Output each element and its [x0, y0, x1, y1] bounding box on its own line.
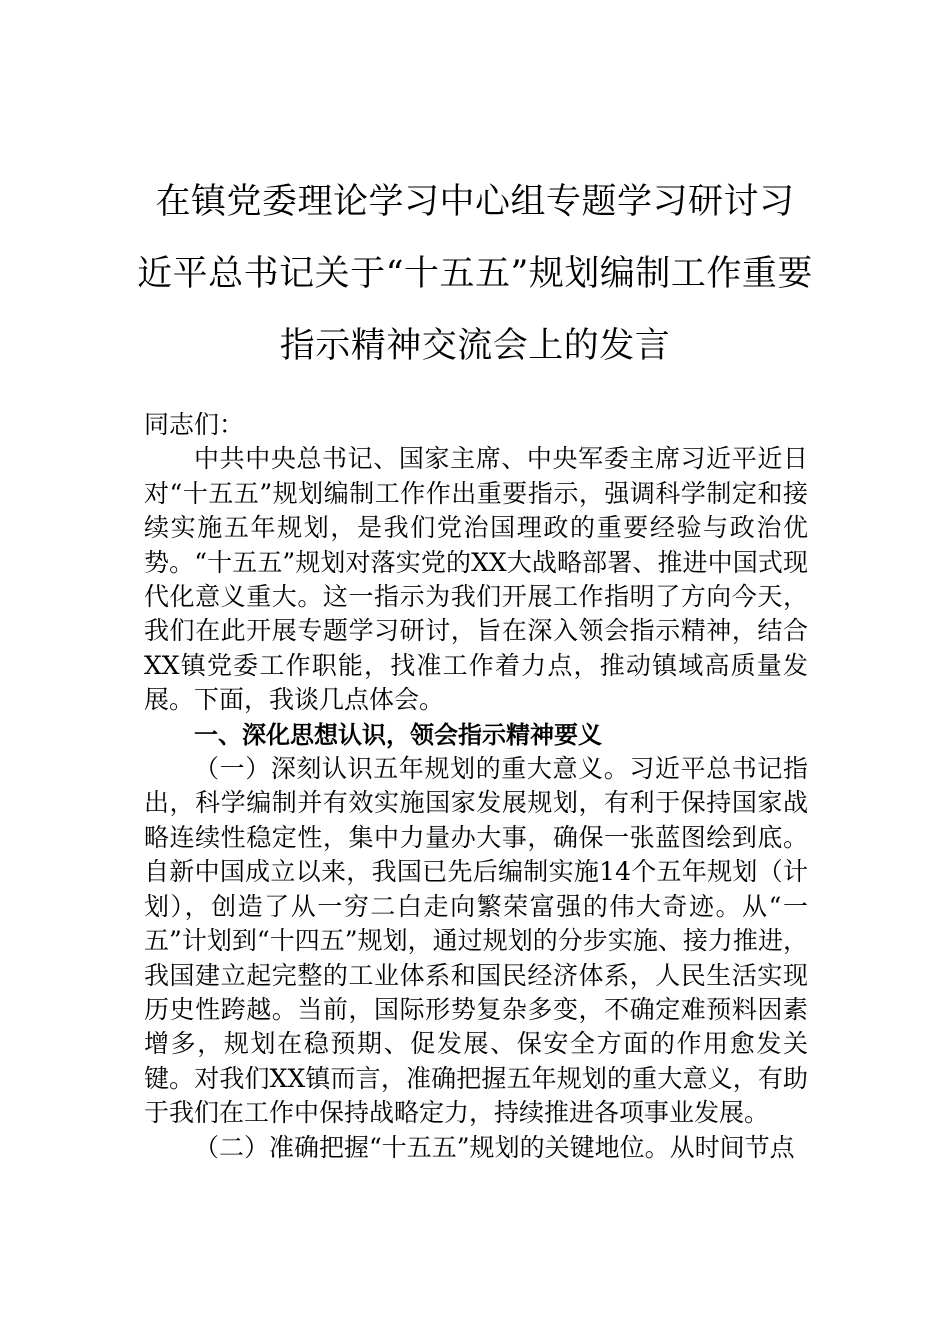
- section-heading-1: 一、深化思想认识，领会指示精神要义: [194, 720, 602, 749]
- title-line-3: 指示精神交流会上的发言: [279, 326, 671, 366]
- document-body: [144, 408, 808, 1165]
- subsection-paragraph-2: （二）准确把握“十五五”规划的关键地位。从时间节点: [194, 1132, 795, 1162]
- title-line-2: 近平总书记关于“十五五”规划编制工作重要: [137, 254, 813, 294]
- salutation: 同志们：: [144, 410, 245, 439]
- document-title: [120, 166, 830, 382]
- subsection-paragraph-1: （一）深刻认识五年规划的重大意义。习近平总书记指出，科学编制并有效实施国家发展规划，有利于保持国家战略连续性稳定性，集中力量办大事，确保一张蓝图绘到底。自新中国成立以来，我国已先后编制实施14个五年规划（计划），创造了从一穷二白走向繁荣富强的伟大奇迹。从“一五”计划到“十四五”规划，通过规划的分步实施、接力推进，我国建立起完整的工业体系和国民经济体系，人民生活实现历史性跨越。当前，国际形势复杂多变，不确定难预料因素增多，规划在稳预期、促发展、保安全方面的作用愈发关键。对我们XX镇而言，准确把握五年规划的重大意义，有助于我们在工作中保持战略定力，持续推进各项事业发展。: [144, 754, 808, 1128]
- intro-paragraph: 中共中央总书记、国家主席、中央军委主席习近平近日对“十五五”规划编制工作作出重要指示，强调科学制定和接续实施五年规划，是我们党治国理政的重要经验与政治优势。“十五五”规划对落实党的XX大战略部署、推进中国式现代化意义重大。这一指示为我们开展工作指明了方向今天，我们在此开展专题学习研讨，旨在深入领会指示精神，结合XX镇党委工作职能，找准工作着力点，推动镇域高质量发展。下面，我谈几点体会。: [144, 444, 808, 715]
- title-line-1: 在镇党委理论学习中心组专题学习研讨习: [155, 182, 795, 222]
